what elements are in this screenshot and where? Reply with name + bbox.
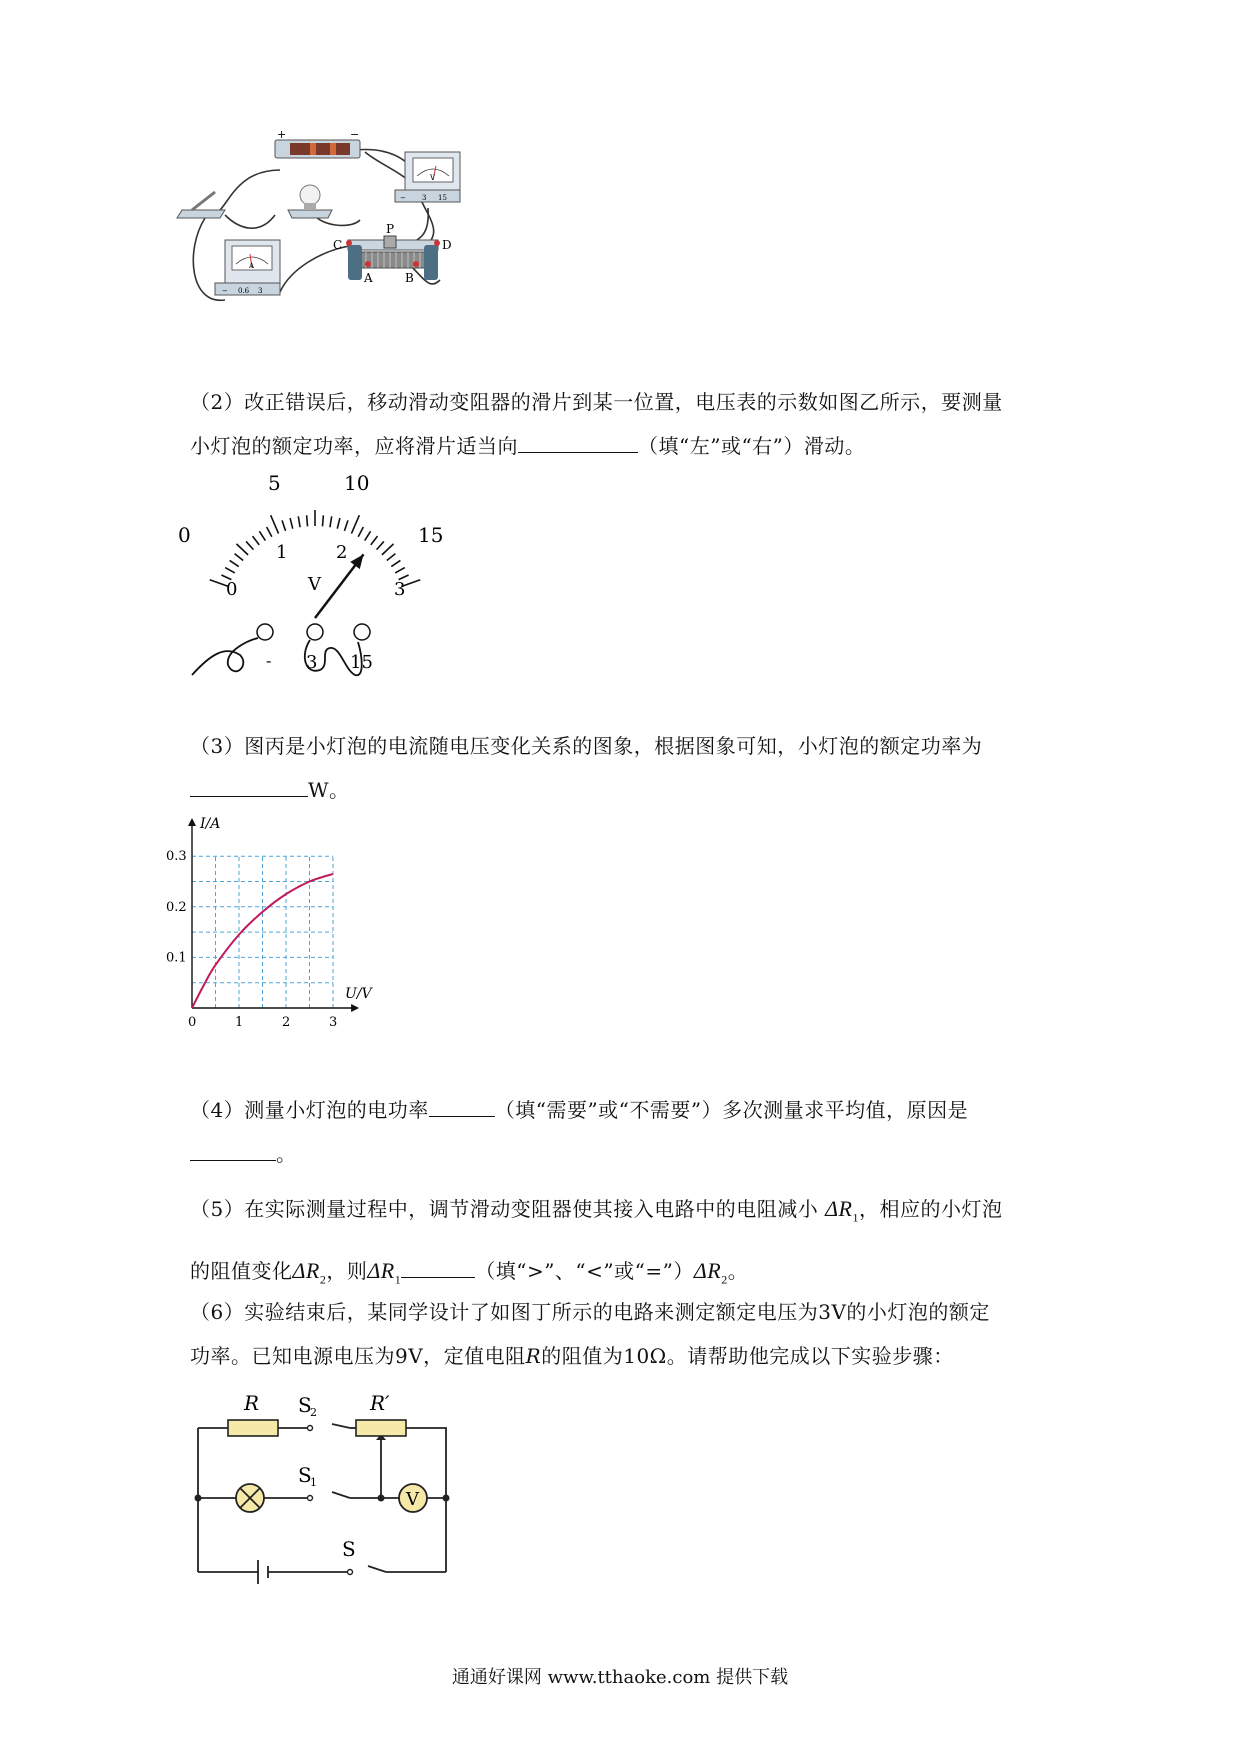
ammeter-physical-letter: A	[249, 262, 255, 270]
dial-tick	[322, 515, 323, 526]
dial-tick	[236, 544, 248, 555]
q5-line2-pre: 的阻值变化	[190, 1259, 293, 1284]
dial-terminal-15	[354, 624, 370, 640]
chart-x-tick-label: 3	[329, 1015, 338, 1030]
q4-line2	[190, 1132, 1060, 1176]
battery-plus-label: +	[277, 128, 287, 141]
rheostat-label-a: A	[364, 271, 373, 285]
q6-line2-r: R	[525, 1344, 542, 1368]
dial-tick	[358, 527, 363, 537]
chart-xlabel: U/V	[345, 986, 372, 1002]
delta-r2-main: ΔR	[292, 1258, 320, 1284]
dial-tick	[365, 531, 371, 540]
page-footer: 通通好课网 www.tthaoke.com 提供下载	[451, 1667, 789, 1688]
dial-terminal-label-3: 3	[306, 652, 318, 673]
delta-r1-sub: 1	[852, 1210, 859, 1225]
chart-x-tick-label: 2	[282, 1015, 291, 1030]
dial-tick	[253, 536, 260, 545]
dial-tick	[351, 515, 359, 533]
dial-tick	[230, 560, 239, 566]
label-r-prime: R′	[370, 1391, 390, 1415]
dial-tick	[307, 515, 308, 526]
q6-line2-post: 的阻值为10Ω。请帮助他完成以下实验步骤：	[541, 1344, 954, 1368]
chart-y-tick-label: 0.3	[166, 849, 187, 865]
dial-tick	[271, 515, 279, 533]
voltmeter-dial-figure	[180, 470, 460, 680]
q3-line2	[190, 768, 1060, 812]
volt-terminal-neg: −	[400, 194, 406, 202]
voltmeter-physical-letter: V	[430, 174, 436, 182]
dial-inner-label-0: 0	[226, 579, 238, 600]
q2-line1: （2）改正错误后，移动滑动变阻器的滑片到某一位置，电压表的示数如图乙所示，要测量	[190, 390, 1003, 414]
dial-tick	[344, 520, 348, 530]
q3-line1: （3）图丙是小灯泡的电流随电压变化关系的图象，根据图象可知，小灯泡的额定功率为	[190, 734, 983, 758]
rheostat-r-prime	[356, 1420, 406, 1436]
rheostat-label-b: B	[405, 271, 414, 285]
question-2	[190, 380, 1060, 468]
dial-terminal-neg	[257, 624, 273, 640]
chart-x-tick-label: 0	[188, 1015, 197, 1030]
dial-tick	[259, 531, 265, 540]
dial-needle-head	[350, 554, 363, 569]
delta-r2-main-2: ΔR	[693, 1258, 722, 1284]
dial-tick	[382, 544, 394, 555]
figure-physical-circuit	[180, 128, 530, 340]
dial-tick	[387, 554, 396, 561]
dial-tick	[246, 541, 253, 549]
delta-r2-symbol	[292, 1258, 327, 1287]
chart-y-tick-label: 0.1	[166, 950, 187, 966]
q5-line1-pre: （5）在实际测量过程中，调节滑动变阻器使其接入电路中的电阻减小	[190, 1197, 819, 1221]
label-s: S	[342, 1537, 356, 1561]
delta-r2-sub-2: 2	[721, 1272, 728, 1287]
q2-line2-pre: 小灯泡的额定功率，应将滑片适当向	[190, 434, 518, 458]
q6-line1: （6）实验结束后，某同学设计了如图丁所示的电路来测定额定电压为3V的小灯泡的额定	[190, 1300, 990, 1324]
label-s1: S	[298, 1463, 312, 1487]
q2-line2	[190, 424, 1060, 468]
dial-inner-label-2: 2	[336, 542, 348, 563]
q3-line2-post: W。	[308, 778, 350, 802]
question-3	[190, 724, 1060, 812]
delta-r1-sub-2: 1	[394, 1272, 402, 1287]
label-s2: S	[298, 1393, 312, 1417]
question-6	[190, 1290, 1060, 1378]
ammeter-physical	[215, 240, 280, 295]
dial-unit-label: V	[308, 574, 321, 595]
question-4	[190, 1088, 1060, 1176]
rheostat-label-d: D	[442, 238, 452, 252]
q4-answer-blank-1[interactable]	[429, 1094, 495, 1117]
dial-outer-label-5: 5	[268, 471, 281, 495]
dial-outer-label-10: 10	[344, 471, 370, 495]
bulb-physical	[288, 185, 332, 218]
q4-answer-blank-2[interactable]	[190, 1138, 276, 1161]
dial-tick	[267, 527, 272, 537]
question-5	[190, 1182, 1060, 1307]
q4-line1	[190, 1088, 1060, 1132]
q4-post: （填“需要”或“不需要”）多次测量求平均值，原因是	[494, 1098, 969, 1122]
chart-x-tick-label: 1	[235, 1015, 244, 1030]
q6-line2	[190, 1334, 1060, 1378]
label-r: R	[244, 1391, 260, 1415]
q5-answer-blank[interactable]	[401, 1255, 475, 1278]
dial-tick	[235, 554, 244, 561]
delta-r2-sub: 2	[319, 1272, 327, 1287]
q2-answer-blank[interactable]	[518, 430, 638, 453]
dial-tick	[225, 568, 235, 573]
chart-ylabel: I/A	[200, 816, 221, 832]
dial-terminal-label-neg: -	[266, 651, 272, 670]
dial-tick	[282, 520, 286, 530]
dial-inner-label-1: 1	[276, 542, 288, 563]
q5-line1-post: ，相应的小灯泡	[858, 1197, 1003, 1221]
amm-terminal-06: 0.6	[238, 287, 250, 295]
q6-line2-pre: 功率。已知电源电压为9V，定值电阻	[190, 1344, 526, 1368]
q4-pre: （4）测量小灯泡的电功率	[190, 1098, 429, 1122]
dial-tick	[330, 516, 332, 527]
chart-grid	[192, 856, 333, 1008]
delta-r1-symbol	[825, 1196, 859, 1225]
dial-tick	[377, 541, 384, 549]
label-s2-sub: 2	[310, 1406, 317, 1419]
dial-tick	[391, 560, 400, 566]
label-s1-sub: 1	[310, 1476, 317, 1489]
q5-line2-post: （填“>”、“<”或“=”）	[475, 1259, 694, 1284]
dial-tick	[290, 518, 293, 529]
rheostat-label-p: P	[386, 222, 395, 236]
delta-r2-symbol-2	[693, 1258, 728, 1287]
chart-x-arrow	[351, 1004, 359, 1012]
dial-tick	[395, 568, 405, 573]
volt-terminal-3: 3	[422, 194, 427, 202]
volt-terminal-15: 15	[438, 194, 447, 202]
delta-r1-symbol-2	[367, 1258, 402, 1287]
rheostat-label-c: C	[333, 238, 343, 252]
label-v: V	[406, 1489, 419, 1510]
q5-line1	[190, 1182, 1060, 1244]
chart-y-tick-label: 0.2	[166, 899, 187, 915]
battery-minus-label: −	[350, 128, 360, 141]
voltmeter-physical	[395, 152, 460, 202]
dial-tick	[337, 518, 340, 529]
dial-tick	[298, 516, 300, 527]
dial-terminal-3	[307, 624, 323, 640]
q2-line2-post: （填“左”或“右”）滑动。	[638, 434, 866, 458]
dial-wire-neg	[192, 638, 258, 675]
q5-line2-mid: ，则	[326, 1259, 368, 1284]
dial-outer-label-15: 15	[418, 523, 444, 547]
amm-terminal-neg: −	[222, 287, 228, 295]
q3-answer-blank[interactable]	[190, 774, 308, 797]
delta-r1-main-2: ΔR	[367, 1258, 395, 1284]
dial-inner-label-3: 3	[394, 579, 406, 600]
iu-chart	[166, 810, 420, 1040]
resistor-r	[228, 1420, 278, 1436]
q4-line2-post: 。	[276, 1142, 297, 1166]
dial-outer-label-0: 0	[178, 523, 191, 547]
delta-r1-main: ΔR	[825, 1196, 853, 1221]
amm-terminal-3: 3	[258, 287, 263, 295]
dial-terminal-label-15: 15	[350, 652, 373, 673]
chart-y-arrow	[188, 818, 196, 826]
q5-line2-end: 。	[727, 1259, 749, 1284]
circuit-schematic	[190, 1380, 460, 1590]
dial-tick	[371, 536, 378, 545]
